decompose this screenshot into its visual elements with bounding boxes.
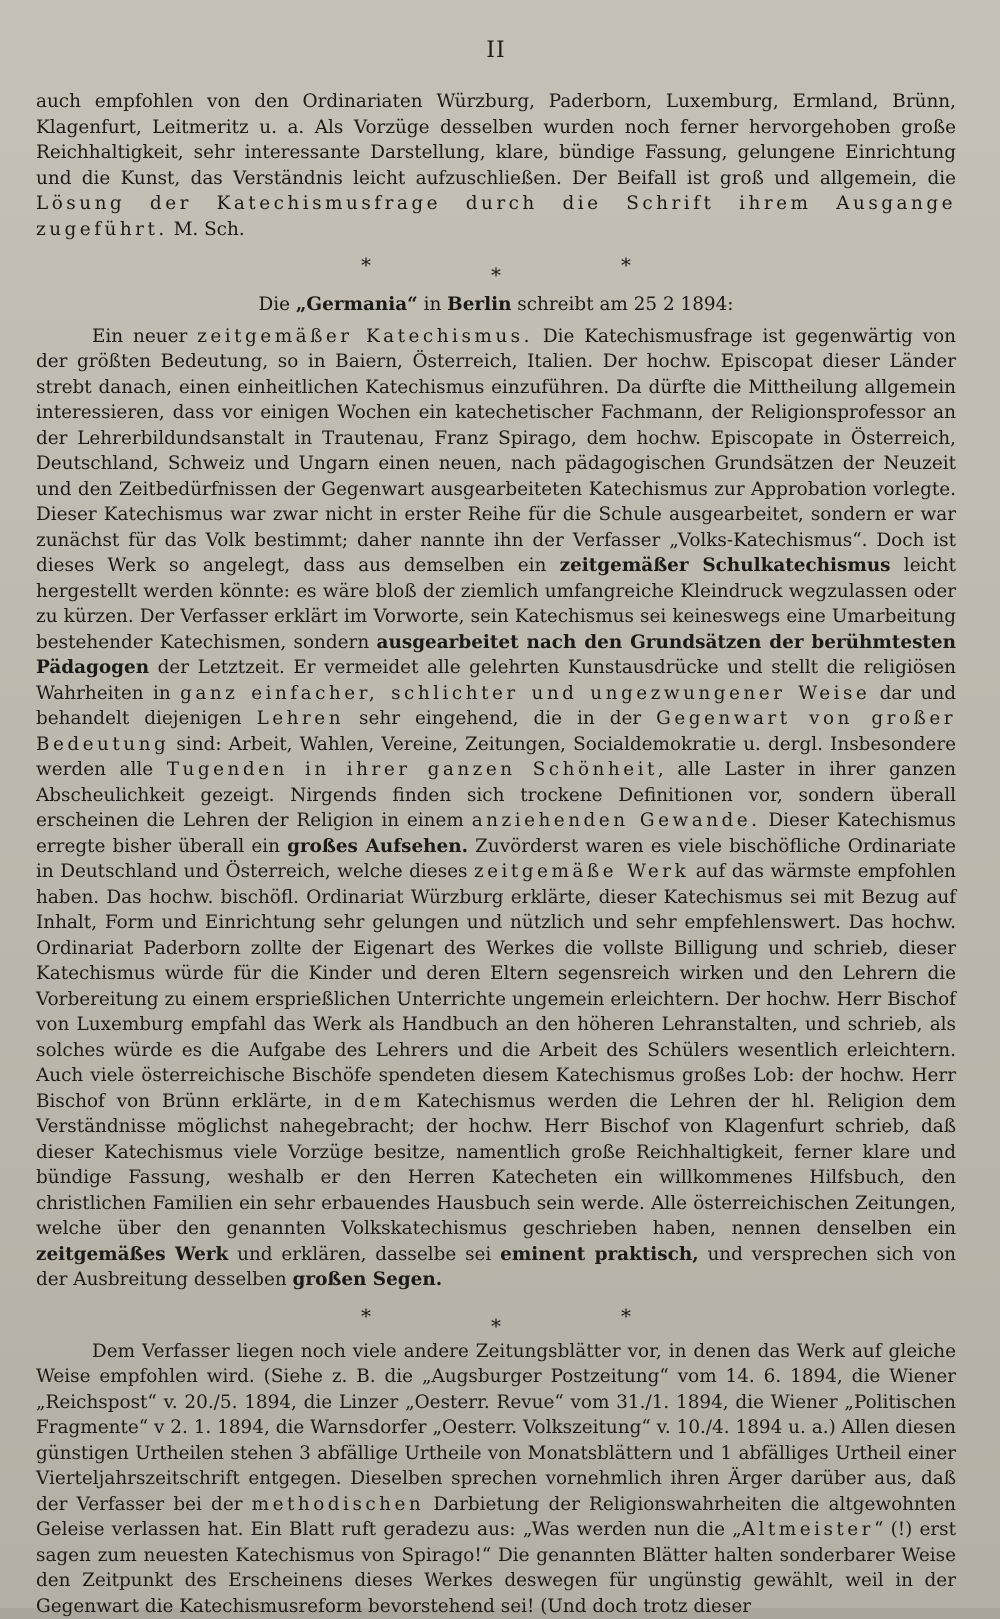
headline-suffix: schreibt am 25 2 1894: [511, 294, 733, 315]
intro-paragraph [36, 89, 956, 242]
germania-headline [36, 292, 956, 318]
spaced-text: dem [354, 1091, 405, 1112]
text-run: Ein neuer [92, 326, 197, 347]
text-run: “ (!) erst sagen zum neuesten Katechismus von Spirago!“ Die genannten Blätter halten sonderbarer Weise den Zeitpunkt des Erscheinens dieses Werkes deswegen für ungünstig gewählt, weil in der Gegenwart die Katechismusreform bevorstehend sei! (Und doch trotz dieser [36, 1519, 956, 1617]
separator-star: * [491, 258, 501, 292]
intro-text: auch empfohlen von den Ordinariaten Würzburg, Paderborn, Luxemburg, Ermland, Brünn, Klagenfurt, Leitmeritz u. a. Als Vorzüge desselben wurden noch ferner hervorgehoben große Reichhaltigkeit, sehr interessante Darstellung, klare, bündige Fassung, gelungene Einrichtung und die Kunst, das Verständnis leicht aufzuschließen. Der Beifall ist groß und allgemein, die [36, 91, 956, 189]
text-run: auf das wärmste empfohlen haben. Das hochw. bischöfl. Ordinariat Würzburg erklärte, dieser Katechismus sei mit Bezug auf Inhalt, Form und Einrichtung sehr gelungen und nützlich und sehr empfehlenswert. Das hochw. Ordinariat Paderborn zollte der Eigenart des Werkes die vollste Billigung und schrieb, dieser Katechismus würde für die Kinder und deren Eltern segensreich wirken und den Lehrern die Vorbereitung zu einem ersprießlichen Unterrichte ungemein erleichtern. Der hochw. Herr Bischof von Luxemburg empfahl das Werk als Handbuch an den höheren Lehranstalten, und schrieb, als solches würde es die Aufgabe des Lehrers und die Arbeit des Schülers wesentlich erleichtern. Auch viele österreichische Bischöfe spendeten diesem Katechismus großes Lob: der hochw. Herr Bischof von Brünn erklärte, in [36, 861, 956, 1112]
text-run: und erklären, dasselbe sei [228, 1244, 500, 1265]
bold-text: großes Aufsehen. [287, 836, 468, 857]
spaced-text: zeitgemäße Werk [474, 861, 689, 882]
text-run: dar und behandelt diejenigen [36, 683, 956, 730]
text-run: Die Katechismusfrage ist gegenwärtig von der größten Bedeutung, so in Baiern, Österreich, Italien. Der hochw. Episcopat dieser Länder strebt danach, einen einheitlichen Katechismus einzuführen. Da dürfte die Mittheilung allgemein interessieren, dass vor einigen Wochen ein katechetischer Fachmann, der Religionsprofessor an der Lehrerbildundsanstalt in Trautenau, Franz Spirago, dem hochw. Episcopate in Österreich, Deutschland, Schweiz und Ungarn einen neuen, nach pädagogischen Grundsätzen der Neuzeit und den Zeitbedürfnissen der Gegenwart ausgearbeiteten Katechismus zur Approbation vorlegte. Dieser Katechismus war zwar nicht in erster Reihe für die Schule ausgearbeitet, sondern er war zunächst für das Volk bestimmt; daher nannte ihn der Verfasser „Volks-Katechismus“. Doch ist dieses Werk so angelegt, dass aus demselben ein [36, 326, 956, 577]
text-run: Dem Verfasser liegen noch viele andere Zeitungsblätter vor, in denen das Werk auf gleiche Weise empfohlen wird. (Siehe z. B. die „Augsburger Postzeitung“ vom 14. 6. 1894, die Wiener „Reichspost“ v. 20./5. 1894, die Linzer „Oesterr. Revue“ vom 31./1. 1894, die Wiener „Politischen Fragmente“ v 2. 1. 1894, die Warnsdorfer „Oesterr. Volkszeitung“ v. 10./4. 1894 u. a.) Allen diesen günstigen Urtheilen stehen 3 abfällige Urtheile von Monatsblättern und 1 abfälliges Urtheil einer Vierteljahrszeitschrift entgegen. Dieselben sprechen vornehmlich ihren Ärger darüber aus, daß der Verfasser bei der [36, 1341, 956, 1515]
spaced-text: zeitgemäßer Katechismus. [197, 326, 533, 347]
closing-paragraph [36, 1339, 956, 1619]
bold-text: eminent praktisch, [500, 1244, 698, 1265]
spaced-text: anziehenden Gewande. [472, 810, 761, 831]
headline-prefix: Die [258, 294, 295, 315]
separator-stars [36, 1299, 956, 1333]
text-run: und versprechen sich von der Ausbreitung desselben [36, 1244, 956, 1291]
bold-text: zeitgemäßer Schulkatechismus [560, 555, 891, 576]
text-run: sehr eingehend, die in der [344, 708, 656, 729]
separator-star: * [621, 248, 631, 282]
page-number: II [36, 38, 956, 63]
spaced-text: Altmeister [742, 1519, 874, 1540]
bold-text: großen Segen. [293, 1269, 443, 1290]
bold-text: zeitgemäßes Werk [36, 1244, 228, 1265]
text-run: sind: Arbeit, Wahlen, Vereine, Zeitungen, Socialdemokratie u. dergl. Insbesondere werden alle [36, 734, 956, 781]
spaced-text: Lehren [257, 708, 344, 729]
text-run: Katechismus werden die Lehren der hl. Religion dem Verständnisse möglichst nahegebracht; der hochw. Herr Bischof von Klagenfurt schrieb, daß dieser Katechismus viele Vorzüge besitze, namentlich große Reichhaltigkeit, ferner klare und bündige Fassung, weshalb er den Herren Katecheten ein willkommenes Hilfsbuch, den christlichen Familien ein sehr erbauendes Hausbuch sein werde. Alle österreichischen Zeitungen, welche über den genannten Volkskatechismus geschrieben haben, nennen denselben ein [36, 1091, 956, 1240]
text-run: Zuvörderst waren es viele bischöfliche Ordinariate in Deutschland und Österreich, welche dieses [36, 836, 956, 883]
headline-mid: in [418, 294, 447, 315]
text-run: der Letztzeit. Er vermeidet alle gelehrten Kunstausdrücke und stellt die religiösen Wahrheiten in [36, 657, 956, 704]
separator-star: * [621, 1299, 631, 1333]
city-name: Berlin [447, 294, 511, 315]
text-run: Dieser Katechismus erregte bisher überall ein [36, 810, 956, 857]
spaced-text: ganz einfacher, schlichter und ungezwungener Weise [180, 683, 870, 704]
intro-spaced-text: Lösung der Katechismusfrage durch die Schrift ihrem Ausgange zugeführt. [36, 193, 956, 240]
spaced-text: Tugenden in ihrer ganzen Schönheit [167, 759, 658, 780]
bold-text: ausgearbeitet nach den Grundsätzen der berühmtesten Pädagogen [36, 632, 956, 679]
article-paragraph [36, 324, 956, 1293]
spaced-text: methodischen [252, 1494, 425, 1515]
newspaper-name: „Germania“ [296, 294, 418, 315]
text-run: Darbietung der Religionswahrheiten die altgewohnten Geleise verlassen hat. Ein Blatt ruft geradezu aus: „Was werden nun die „ [36, 1494, 956, 1541]
text-run: , alle Laster in ihrer ganzen Abscheulichkeit gezeigt. Nirgends finden sich trockene Definitionen vor, sondern überall erscheinen die Lehren der Religion in einem [36, 759, 956, 831]
intro-signature: M. Sch. [168, 219, 245, 240]
text-run: leicht hergestellt werden könnte: es wäre bloß der ziemlich umfangreiche Kleindruck wegzulassen oder zu kürzen. Der Verfasser erklärt im Vorworte, sein Katechismus sei keineswegs eine Umarbeitung bestehender Katechismen, sondern [36, 555, 956, 653]
separator-star: * [361, 1299, 371, 1333]
separator-star: * [491, 1309, 501, 1343]
separator-stars [36, 248, 956, 282]
spaced-text: Gegenwart von großer Bedeutung [36, 708, 956, 755]
separator-star: * [361, 248, 371, 282]
